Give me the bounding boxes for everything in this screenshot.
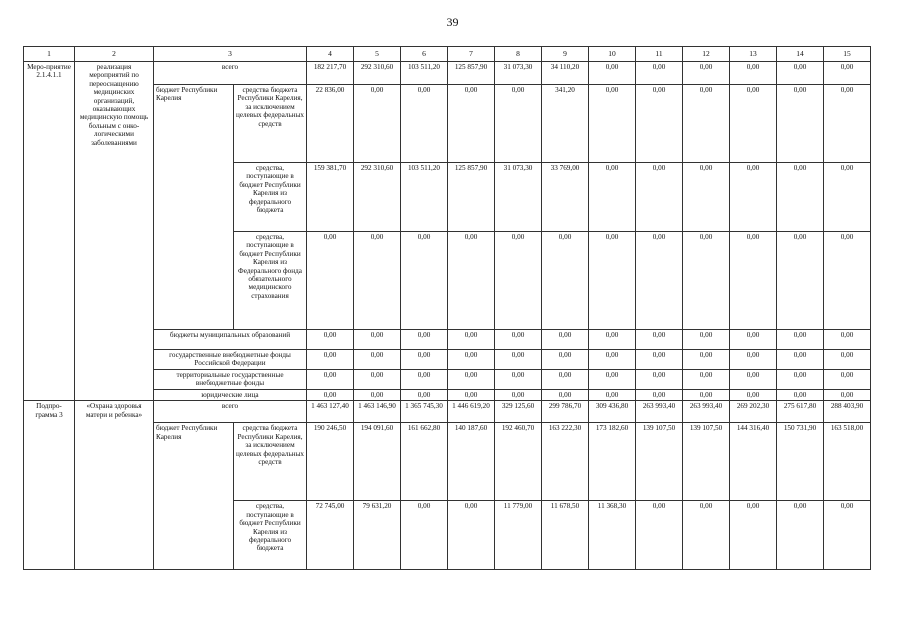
- value-cell: 0,00: [448, 350, 495, 370]
- value-cell: 1 463 146,90: [354, 401, 401, 423]
- header-row: [24, 47, 871, 62]
- value-cell: 159 381,70: [307, 163, 354, 232]
- value-cell: 0,00: [730, 501, 777, 570]
- table-row: [24, 401, 871, 423]
- value-cell: 0,00: [730, 390, 777, 401]
- value-cell: 0,00: [495, 350, 542, 370]
- header-cell: 11: [636, 47, 683, 62]
- value-cell: 0,00: [401, 390, 448, 401]
- value-cell: 1 463 127,40: [307, 401, 354, 423]
- header-cell: 13: [730, 47, 777, 62]
- value-cell: 0,00: [683, 62, 730, 85]
- value-cell: 0,00: [636, 85, 683, 163]
- budget-table: [23, 46, 871, 570]
- table-row: [24, 62, 871, 85]
- value-cell: 163 222,30: [542, 423, 589, 501]
- value-cell: 0,00: [730, 163, 777, 232]
- value-cell: 1 446 619,20: [448, 401, 495, 423]
- value-cell: 144 316,40: [730, 423, 777, 501]
- value-cell: 0,00: [354, 330, 401, 350]
- header-cell: 12: [683, 47, 730, 62]
- budget-group: бюджет Республики Карелия: [154, 423, 234, 570]
- value-cell: 292 310,60: [354, 163, 401, 232]
- value-cell: 0,00: [589, 350, 636, 370]
- value-cell: 33 769,00: [542, 163, 589, 232]
- value-cell: 0,00: [448, 330, 495, 350]
- value-cell: 0,00: [683, 501, 730, 570]
- page-number: 39: [446, 15, 459, 29]
- value-cell: 150 731,90: [777, 423, 824, 501]
- value-cell: 0,00: [730, 350, 777, 370]
- value-cell: 0,00: [683, 390, 730, 401]
- header-cell: 10: [589, 47, 636, 62]
- value-cell: 0,00: [495, 330, 542, 350]
- value-cell: 0,00: [683, 163, 730, 232]
- value-cell: 0,00: [589, 330, 636, 350]
- value-cell: 0,00: [401, 232, 448, 330]
- value-cell: 194 091,60: [354, 423, 401, 501]
- value-cell: 0,00: [777, 163, 824, 232]
- subprogram-name: «Охрана здоровья матери и ребенка»: [75, 401, 154, 570]
- value-cell: 275 617,80: [777, 401, 824, 423]
- value-cell: 299 786,70: [542, 401, 589, 423]
- value-cell: 0,00: [495, 232, 542, 330]
- value-cell: 0,00: [448, 232, 495, 330]
- value-cell: 163 518,00: [824, 423, 871, 501]
- header-cell: 15: [824, 47, 871, 62]
- value-cell: 0,00: [777, 232, 824, 330]
- value-cell: 0,00: [730, 370, 777, 390]
- row-label: бюджеты муниципальных образований: [154, 330, 307, 350]
- value-cell: 0,00: [542, 390, 589, 401]
- value-cell: 0,00: [824, 163, 871, 232]
- value-cell: 263 993,40: [636, 401, 683, 423]
- value-cell: 0,00: [730, 62, 777, 85]
- header-cell: 3: [154, 47, 307, 62]
- value-cell: 0,00: [495, 390, 542, 401]
- value-cell: 0,00: [307, 330, 354, 350]
- value-cell: 182 217,70: [307, 62, 354, 85]
- value-cell: 0,00: [824, 330, 871, 350]
- header-cell: 6: [401, 47, 448, 62]
- value-cell: 173 182,60: [589, 423, 636, 501]
- value-cell: 0,00: [307, 350, 354, 370]
- row-label: средства бюджета Республики Карелия, за исключением целевых федеральных средств: [234, 85, 307, 163]
- row-label: средства, поступающие в бюджет Республики Карелия из федерального бюджета: [234, 501, 307, 570]
- value-cell: 1 365 745,30: [401, 401, 448, 423]
- value-cell: 0,00: [589, 232, 636, 330]
- value-cell: 0,00: [777, 370, 824, 390]
- value-cell: 11 678,50: [542, 501, 589, 570]
- value-cell: 0,00: [448, 390, 495, 401]
- value-cell: 0,00: [636, 350, 683, 370]
- value-cell: 0,00: [777, 350, 824, 370]
- value-cell: 0,00: [777, 501, 824, 570]
- value-cell: 139 107,50: [683, 423, 730, 501]
- value-cell: 0,00: [636, 330, 683, 350]
- value-cell: 0,00: [354, 232, 401, 330]
- value-cell: 0,00: [636, 62, 683, 85]
- value-cell: 0,00: [401, 350, 448, 370]
- value-cell: 0,00: [589, 85, 636, 163]
- subprogram-code: Подпро-грамма 3: [24, 401, 75, 570]
- value-cell: 31 073,30: [495, 163, 542, 232]
- value-cell: 0,00: [401, 370, 448, 390]
- header-cell: 8: [495, 47, 542, 62]
- value-cell: 0,00: [589, 370, 636, 390]
- row-label: средства, поступающие в бюджет Республики Карелия из Федерального фонда обязательного медицинского страхования: [234, 232, 307, 330]
- value-cell: 0,00: [636, 163, 683, 232]
- row-label: государственные внебюджетные фонды Российской Федерации: [154, 350, 307, 370]
- value-cell: 0,00: [354, 390, 401, 401]
- value-cell: 0,00: [730, 85, 777, 163]
- value-cell: 341,20: [542, 85, 589, 163]
- value-cell: 329 125,60: [495, 401, 542, 423]
- header-cell: 7: [448, 47, 495, 62]
- value-cell: 0,00: [401, 501, 448, 570]
- value-cell: 0,00: [824, 370, 871, 390]
- value-cell: 0,00: [495, 370, 542, 390]
- value-cell: 79 631,20: [354, 501, 401, 570]
- measure-code: Меро-приятие 2.1.4.1.1: [24, 62, 75, 401]
- value-cell: 0,00: [589, 163, 636, 232]
- header-cell: 9: [542, 47, 589, 62]
- row-label: средства бюджета Республики Карелия, за исключением целевых федеральных средств: [234, 423, 307, 501]
- value-cell: 0,00: [730, 330, 777, 350]
- measure-name: реализация мероприятий по переоснащению медицинских организаций, оказывающих медицинскую помощь больным с онко-логическими заболеваниями: [75, 62, 154, 401]
- value-cell: 0,00: [589, 390, 636, 401]
- value-cell: 0,00: [495, 85, 542, 163]
- value-cell: 0,00: [824, 62, 871, 85]
- value-cell: 309 436,80: [589, 401, 636, 423]
- value-cell: 263 993,40: [683, 401, 730, 423]
- value-cell: 0,00: [354, 350, 401, 370]
- row-label: всего: [154, 62, 307, 85]
- value-cell: 0,00: [542, 330, 589, 350]
- header-cell: 5: [354, 47, 401, 62]
- value-cell: 288 403,90: [824, 401, 871, 423]
- value-cell: 22 836,00: [307, 85, 354, 163]
- row-label: всего: [154, 401, 307, 423]
- value-cell: 0,00: [777, 390, 824, 401]
- value-cell: 0,00: [354, 370, 401, 390]
- value-cell: 0,00: [824, 390, 871, 401]
- value-cell: 0,00: [307, 370, 354, 390]
- value-cell: 0,00: [824, 501, 871, 570]
- value-cell: 0,00: [636, 501, 683, 570]
- value-cell: 190 246,50: [307, 423, 354, 501]
- value-cell: 31 073,30: [495, 62, 542, 85]
- value-cell: 0,00: [448, 85, 495, 163]
- value-cell: 103 511,20: [401, 62, 448, 85]
- header-cell: 1: [24, 47, 75, 62]
- value-cell: 0,00: [448, 370, 495, 390]
- header-cell: 4: [307, 47, 354, 62]
- value-cell: 0,00: [730, 232, 777, 330]
- value-cell: 34 110,20: [542, 62, 589, 85]
- value-cell: 192 460,70: [495, 423, 542, 501]
- value-cell: 72 745,00: [307, 501, 354, 570]
- row-label: юридические лица: [154, 390, 307, 401]
- value-cell: 140 187,60: [448, 423, 495, 501]
- value-cell: 0,00: [636, 370, 683, 390]
- value-cell: 0,00: [542, 232, 589, 330]
- value-cell: 0,00: [824, 232, 871, 330]
- value-cell: 0,00: [401, 85, 448, 163]
- budget-group: бюджет Республики Карелия: [154, 85, 234, 330]
- row-label: средства, поступающие в бюджет Республики Карелия из федерального бюджета: [234, 163, 307, 232]
- value-cell: 0,00: [777, 85, 824, 163]
- value-cell: 161 662,80: [401, 423, 448, 501]
- value-cell: 0,00: [683, 350, 730, 370]
- value-cell: 125 857,90: [448, 163, 495, 232]
- value-cell: 0,00: [401, 330, 448, 350]
- value-cell: 125 857,90: [448, 62, 495, 85]
- value-cell: 0,00: [354, 85, 401, 163]
- value-cell: 103 511,20: [401, 163, 448, 232]
- value-cell: 0,00: [307, 390, 354, 401]
- value-cell: 0,00: [307, 232, 354, 330]
- value-cell: 292 310,60: [354, 62, 401, 85]
- value-cell: 139 107,50: [636, 423, 683, 501]
- row-label: территориальные государственные внебюджетные фонды: [154, 370, 307, 390]
- value-cell: 269 202,30: [730, 401, 777, 423]
- value-cell: 0,00: [636, 232, 683, 330]
- value-cell: 0,00: [824, 350, 871, 370]
- header-cell: 2: [75, 47, 154, 62]
- value-cell: 0,00: [683, 330, 730, 350]
- value-cell: 11 368,30: [589, 501, 636, 570]
- value-cell: 0,00: [589, 62, 636, 85]
- value-cell: 0,00: [636, 390, 683, 401]
- value-cell: 0,00: [824, 85, 871, 163]
- value-cell: 11 779,00: [495, 501, 542, 570]
- value-cell: 0,00: [542, 350, 589, 370]
- header-cell: 14: [777, 47, 824, 62]
- value-cell: 0,00: [777, 62, 824, 85]
- value-cell: 0,00: [448, 501, 495, 570]
- value-cell: 0,00: [777, 330, 824, 350]
- value-cell: 0,00: [683, 370, 730, 390]
- value-cell: 0,00: [683, 232, 730, 330]
- value-cell: 0,00: [542, 370, 589, 390]
- value-cell: 0,00: [683, 85, 730, 163]
